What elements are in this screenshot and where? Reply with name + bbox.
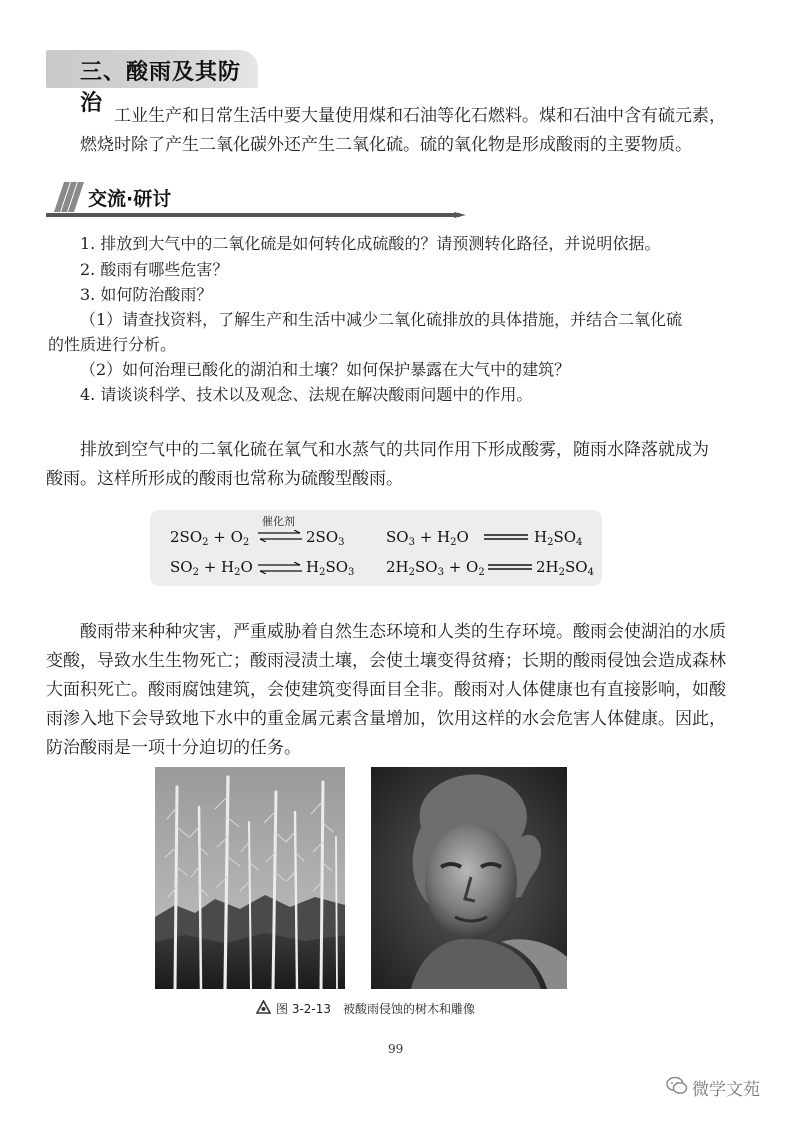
reversible-arrow-icon xyxy=(258,530,302,542)
equals-sign-icon xyxy=(484,533,528,541)
harm-line: 大面积死亡。酸雨腐蚀建筑，会使建筑变得面目全非。酸雨对人体健康也有直接影响，如酸 xyxy=(46,680,726,700)
equation-3-reactants: $SO_2 + H_2O$ xyxy=(170,558,253,578)
section-title: 三、酸雨及其防治 xyxy=(80,60,242,116)
discussion-title: 交流·研讨 xyxy=(88,188,172,210)
catalyst-label: 催化剂 xyxy=(262,515,295,528)
harm-paragraph xyxy=(46,618,746,763)
equation-1-product: $2SO_3$ xyxy=(306,528,345,548)
equals-sign-icon xyxy=(488,563,532,571)
discussion-item: 2. 酸雨有哪些危害？ xyxy=(80,260,229,279)
equation-4-product: $2H_2SO_4$ xyxy=(536,558,594,578)
discussion-item: （1）请查找资料，了解生产和生活中减少二氧化硫排放的具体措施，并结合二氧化硫 xyxy=(80,310,683,329)
discussion-rule xyxy=(46,212,466,218)
intro-line: 工业生产和日常生活中要大量使用煤和石油等化石燃料。煤和石油中含有硫元素， xyxy=(114,106,726,126)
equation-3-product: $H_2SO_3$ xyxy=(306,558,355,578)
wechat-icon xyxy=(666,1076,688,1096)
figure-caption-text: 图 3-2-13 被酸雨侵蚀的树木和雕像 xyxy=(276,1002,476,1016)
discussion-item: 4. 请谈谈科学、技术以及观念、法规在解决酸雨问题中的作用。 xyxy=(80,385,533,404)
equation-1-reactants: $2SO_2 + O_2$ xyxy=(170,528,250,548)
discussion-item: （2）如何治理已酸化的湖泊和土壤？如何保护暴露在大气中的建筑？ xyxy=(80,360,571,379)
discussion-item: 的性质进行分析。 xyxy=(48,335,177,354)
formation-paragraph xyxy=(46,436,746,494)
harm-line: 变酸，导致水生生物死亡；酸雨浸渍土壤，会使土壤变得贫瘠；长期的酸雨侵蚀会造成森林 xyxy=(46,651,726,671)
intro-line: 燃烧时除了产生二氧化碳外还产生二氧化硫。硫的氧化物是形成酸雨的主要物质。 xyxy=(80,135,692,155)
discussion-item: 1. 排放到大气中的二氧化硫是如何转化成硫酸的？请预测转化路径，并说明依据。 xyxy=(80,234,661,253)
watermark-text: 微学文苑 xyxy=(692,1080,760,1100)
harm-line: 雨渗入地下会导致地下水中的重金属元素含量增加，饮用这样的水会危害人体健康。因此， xyxy=(46,709,726,729)
intro-paragraph xyxy=(80,102,726,160)
equation-2-product: $H_2SO_4$ xyxy=(534,528,583,548)
discussion-header xyxy=(46,178,466,218)
reversible-arrow-icon xyxy=(258,562,302,574)
discussion-item: 3. 如何防治酸雨？ xyxy=(80,285,213,304)
triangle-icon xyxy=(256,1000,271,1014)
eroded-statue-photo xyxy=(371,767,567,989)
harm-line: 酸雨带来种种灾害，严重威胁着自然生态环境和人类的生存环境。酸雨会使湖泊的水质 xyxy=(80,622,726,642)
formation-line: 酸雨。这样所形成的酸雨也常称为硫酸型酸雨。 xyxy=(46,469,403,489)
formation-line: 排放到空气中的二氧化硫在氧气和水蒸气的共同作用下形成酸雾，随雨水降落就成为 xyxy=(80,440,709,460)
dead-forest-photo xyxy=(155,767,345,989)
harm-line: 防治酸雨是一项十分迫切的任务。 xyxy=(46,738,301,758)
equation-2-reactants: $SO_3 + H_2O$ xyxy=(386,528,469,548)
section-header xyxy=(46,50,258,116)
page-number: 99 xyxy=(388,1042,404,1056)
stripes-icon xyxy=(52,182,86,212)
equation-4-reactants: $2H_2SO_3 + O_2$ xyxy=(386,558,485,578)
equations-box xyxy=(150,510,602,586)
